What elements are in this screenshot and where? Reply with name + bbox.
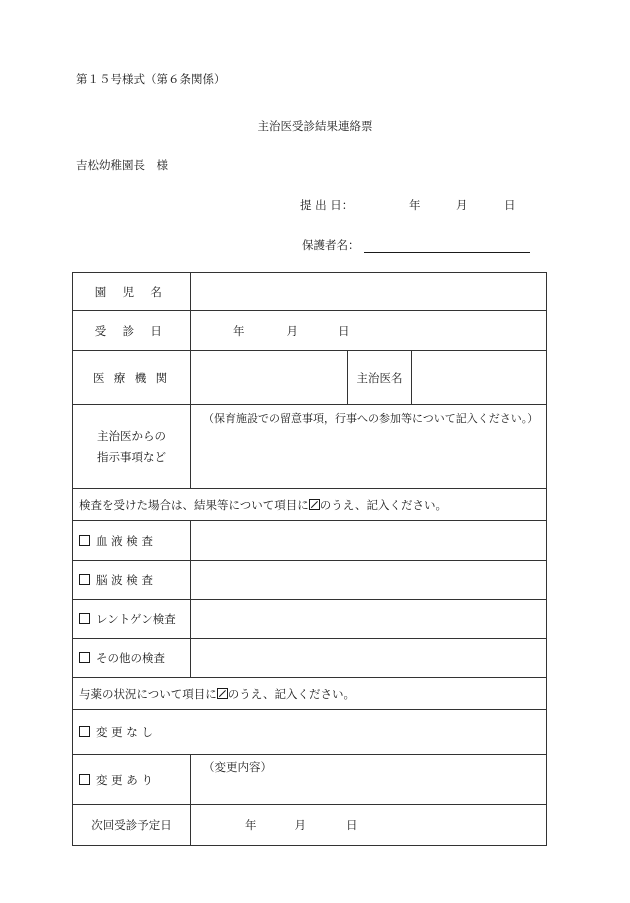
instructions-field[interactable]: [191, 405, 547, 489]
visit-month: 月: [286, 323, 298, 338]
next-month: 月: [294, 818, 306, 832]
change-detail-field[interactable]: [191, 755, 547, 805]
checkbox-icon[interactable]: [79, 535, 90, 546]
submission-year: 年: [409, 198, 421, 212]
medication-heading-post: のうえ、記入ください。: [227, 686, 355, 701]
no-change-option[interactable]: [73, 710, 547, 755]
submission-month: 月: [456, 198, 468, 212]
next-visit-label: 次回受診予定日: [73, 805, 191, 846]
checkbox-icon[interactable]: [79, 613, 90, 624]
instructions-note: （保育施設での留意事項，行事への参加等について記入ください。）: [203, 412, 539, 425]
instructions-label: [73, 405, 191, 489]
checked-box-icon: [309, 499, 320, 510]
visit-year: 年: [233, 323, 245, 338]
doctor-field[interactable]: [412, 351, 547, 405]
guardian-name-line[interactable]: [364, 240, 530, 253]
institution-label: 医 療 機 関: [73, 351, 191, 405]
exam-result-field[interactable]: [191, 600, 547, 639]
exam-item-label: レントゲン検査: [96, 612, 176, 626]
next-year: 年: [245, 818, 257, 832]
exam-item-label: その他の検査: [96, 651, 165, 665]
exam-item-eeg[interactable]: [73, 561, 191, 600]
exam-heading-post: のうえ、記入ください。: [319, 497, 447, 512]
result-form-table: [72, 272, 547, 846]
no-change-label: 変 更 な し: [96, 725, 153, 739]
next-visit-field[interactable]: [191, 805, 547, 846]
visit-date-label: 受 診 日: [73, 311, 191, 351]
checked-box-icon: [217, 688, 228, 699]
visit-day: 日: [338, 323, 350, 338]
child-name-label: 園 児 名: [73, 273, 191, 311]
change-option[interactable]: [73, 755, 191, 805]
doctor-label: 主治医名: [348, 351, 412, 405]
exam-result-field[interactable]: [191, 639, 547, 678]
exam-item-blood[interactable]: [73, 521, 191, 561]
exam-item-label: 血 液 検 査: [96, 533, 153, 548]
exam-result-field[interactable]: [191, 521, 547, 561]
checkbox-icon[interactable]: [79, 726, 90, 737]
change-note: （変更内容）: [203, 760, 272, 774]
exam-heading: [73, 489, 547, 521]
exam-item-other[interactable]: [73, 639, 191, 678]
exam-item-xray[interactable]: [73, 600, 191, 639]
medication-heading: [73, 678, 547, 710]
checkbox-icon[interactable]: [79, 652, 90, 663]
next-day: 日: [346, 818, 358, 832]
exam-heading-pre: 検査を受けた場合は、結果等について項目に: [79, 497, 309, 512]
checkbox-icon[interactable]: [79, 574, 90, 585]
exam-item-label: 脳 波 検 査: [96, 573, 153, 587]
submission-date-label: 提 出 日：: [300, 198, 354, 212]
form-title: 主治医受診結果連絡票: [257, 119, 373, 133]
institution-field[interactable]: [191, 351, 348, 405]
submission-day: 日: [504, 198, 516, 212]
guardian-label: 保護者名：: [302, 238, 360, 252]
checkbox-icon[interactable]: [79, 774, 90, 785]
visit-date-field[interactable]: [191, 311, 547, 351]
instructions-label-line2: 指示事項など: [97, 449, 166, 464]
guardian-row: [302, 237, 530, 253]
child-name-field[interactable]: [191, 273, 547, 311]
change-label: 変 更 あ り: [96, 772, 153, 787]
addressee: 吉松幼稚園長 様: [76, 158, 168, 172]
instructions-label-line1: 主治医からの: [97, 428, 166, 443]
form-number: 第１５号様式（第６条関係）: [76, 72, 226, 86]
exam-result-field[interactable]: [191, 561, 547, 600]
medication-heading-pre: 与薬の状況について項目に: [79, 686, 217, 701]
